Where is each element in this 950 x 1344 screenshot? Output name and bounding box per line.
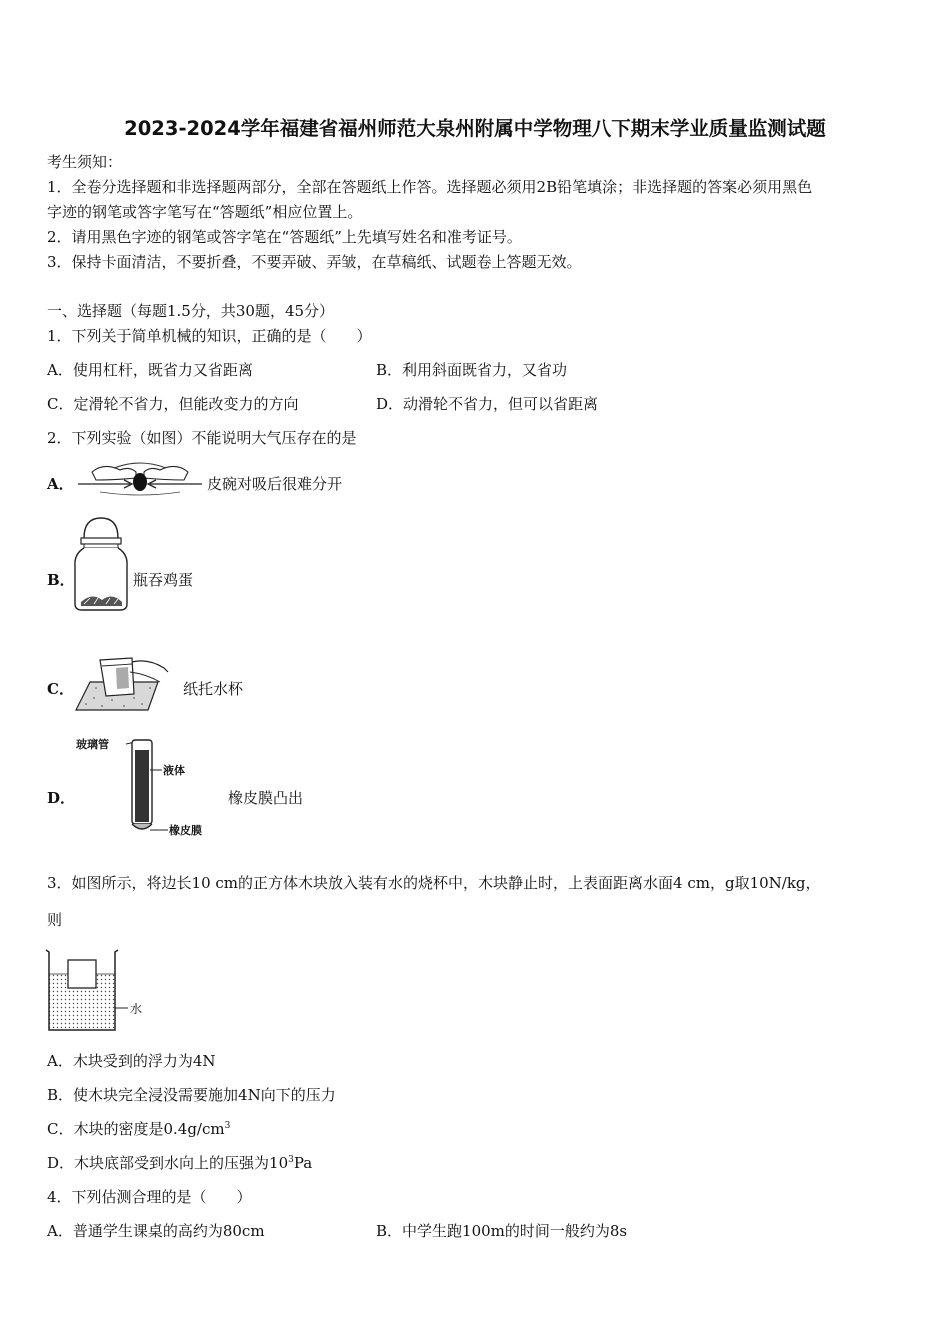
notice-line-4: 3．保持卡面清洁，不要折叠，不要弄破、弄皱，在草稿纸、试题卷上答题无效。 [47,253,582,271]
question-2-option-c-label: C． [47,680,74,698]
question-2-option-d-label: D． [47,789,76,807]
question-2-option-d-text: 橡皮膜凸出 [228,789,304,807]
question-3-stem-line-2: 则 [47,911,63,929]
liquid-label: 液体 [163,764,185,777]
question-3-option-c-main: C．木块的密度是0.4g/cm [47,1120,225,1138]
question-3-option-d [47,1153,312,1173]
question-4-option-a: A．普通学生课桌的高约为80cm [47,1222,265,1240]
notice-line-1: 1．全卷分选择题和非选择题两部分，全部在答题纸上作答。选择题必须用2B铅笔填涂；非选择题的答案必须用黑色 [47,178,813,196]
question-2-option-b-text: 瓶吞鸡蛋 [133,571,194,589]
question-3-option-c [47,1119,230,1139]
bottle-egg-figure [72,516,130,612]
suction-cups-figure [74,458,206,498]
question-3-option-d-sup: 3 [288,1155,294,1165]
question-3-option-b: B．使木块完全浸没需要施加4N向下的压力 [47,1086,336,1104]
question-3-option-d-main: D．木块底部受到水向上的压强为10 [47,1154,289,1172]
page-title: 2023-2024学年福建省福州师范大泉州附属中学物理八下期末学业质量监测试题 [124,117,826,140]
question-4-stem: 4．下列估测合理的是（ ） [47,1188,252,1206]
membrane-label: 橡皮膜 [169,824,202,837]
question-3-option-d-tail: Pa [293,1154,313,1172]
paper-cup-figure [72,652,172,714]
tube-label: 玻璃管 [76,738,109,751]
question-2-option-a-label: A． [47,475,74,493]
notice-line-3: 2．请用黑色字迹的钢笔或答字笔在“答题纸”上先填写姓名和准考证号。 [47,228,522,246]
question-3-option-c-sup: 3 [224,1121,231,1131]
glass-tube-figure [74,736,218,838]
question-3-stem-line-1: 3．如图所示，将边长10 cm的正方体木块放入装有水的烧杯中，木块静止时，上表面距离水面4 cm，g取10N/kg， [47,874,821,892]
question-2-stem: 2．下列实验（如图）不能说明大气压存在的是 [47,429,357,447]
section-heading: 一、选择题（每题1.5分，共30题，45分） [47,302,335,320]
question-3-option-a: A．木块受到的浮力为4N [47,1052,216,1070]
question-1-option-c: C．定滑轮不省力，但能改变力的方向 [47,395,299,413]
question-4-option-b: B．中学生跑100m的时间一般约为8s [376,1222,628,1240]
question-2-option-a-text: 皮碗对吸后很难分开 [207,475,343,493]
question-1-option-a: A．使用杠杆，既省力又省距离 [47,361,253,379]
question-2-option-c-text: 纸托水杯 [183,680,244,698]
water-label: 水 [130,1002,143,1016]
question-1-option-b: B．利用斜面既省力，又省功 [376,361,568,379]
question-2-option-b-label: B． [47,571,75,589]
beaker-wood-block-figure [44,946,152,1036]
question-1-stem: 1．下列关于简单机械的知识，正确的是（ ） [47,327,372,345]
notice-heading: 考生须知： [47,153,123,171]
question-1-option-d: D．动滑轮不省力，但可以省距离 [376,395,599,413]
notice-line-2: 字迹的钢笔或答字笔写在“答题纸”相应位置上。 [47,203,363,221]
